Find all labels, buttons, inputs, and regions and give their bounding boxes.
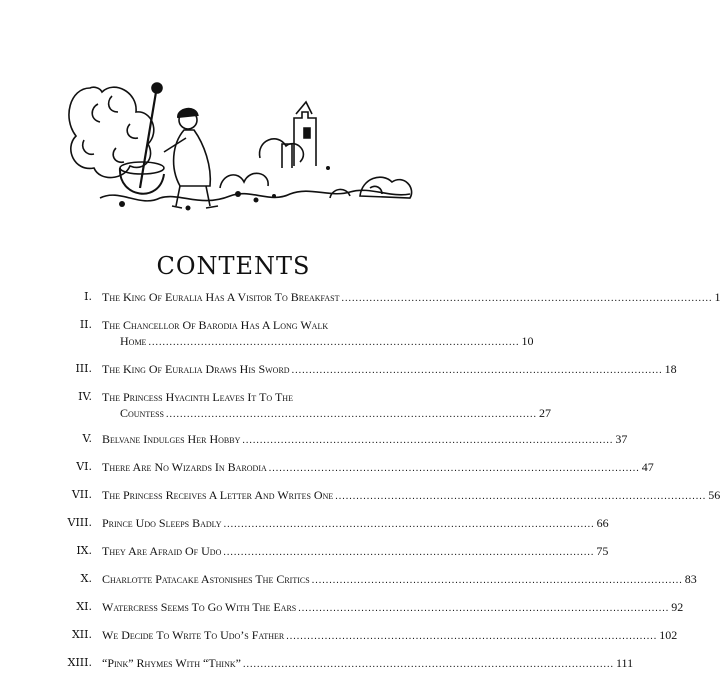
dot-leader: .......................................................................................................... xyxy=(335,491,707,502)
page-number: 66 xyxy=(596,516,609,530)
dot-leader: .......................................................................................................... xyxy=(341,293,713,304)
dot-leader: .......................................................................................................... xyxy=(148,337,520,348)
chapter-number: III. xyxy=(75,362,92,375)
dot-leader: .......................................................................................................... xyxy=(291,365,663,376)
page-number: 111 xyxy=(615,656,634,670)
chapter-title: There Are No Wizards In Barodia xyxy=(102,460,267,474)
chapter-number: IV. xyxy=(78,390,92,403)
chapter-title: The Chancellor Of Barodia Has A Long Walk xyxy=(102,318,329,332)
page-number: 102 xyxy=(659,628,678,642)
dot-leader: .......................................................................................................... xyxy=(268,463,640,474)
chapter-title: We Decide To Write To Udo’s Father xyxy=(102,628,285,642)
page-number: 56 xyxy=(708,488,721,502)
chapter-title-continued: Home xyxy=(120,334,147,348)
chapter-title: The Princess Receives A Letter And Writes One xyxy=(102,488,334,502)
chapter-title: The King Of Euralia Has A Visitor To Breakfast xyxy=(102,290,340,304)
chapter-title: Charlotte Patacake Astonishes The Critics xyxy=(102,572,310,586)
chapter-number: XI. xyxy=(76,600,92,613)
page-number: 1 xyxy=(714,290,721,304)
chapter-title: Watercress Seems To Go With The Ears xyxy=(102,600,297,614)
dot-leader: .......................................................................................................... xyxy=(298,603,670,614)
chapter-title: “Pink” Rhymes With “Think” xyxy=(102,656,241,670)
dot-leader: .......................................................................................................... xyxy=(223,519,595,530)
chapter-title: Belvane Indulges Her Hobby xyxy=(102,432,241,446)
chapter-title: They Are Afraid Of Udo xyxy=(102,544,222,558)
chapter-title: The Princess Hyacinth Leaves It To The xyxy=(102,390,293,404)
dot-leader: .......................................................................................................... xyxy=(223,547,595,558)
chapter-number: I. xyxy=(84,290,92,303)
chapter-number: XIII. xyxy=(67,656,92,669)
chapter-number: VIII. xyxy=(67,516,92,529)
chapter-title: Prince Udo Sleeps Badly xyxy=(102,516,222,530)
page-number: 83 xyxy=(684,572,697,586)
page-number: 27 xyxy=(539,406,552,420)
dot-leader: .......................................................................................................... xyxy=(166,409,538,420)
dot-leader: .......................................................................................................... xyxy=(286,631,658,642)
page-number: 75 xyxy=(596,544,609,558)
chapter-number: V. xyxy=(82,432,92,445)
chapter-number: IX. xyxy=(76,544,92,557)
chapter-number: VII. xyxy=(71,488,92,501)
chapter-number: VI. xyxy=(76,460,92,473)
fairy-tale-vignette-illustration xyxy=(60,48,418,220)
chapter-number: X. xyxy=(80,572,92,585)
chapter-number: XII. xyxy=(71,628,92,641)
dot-leader: .......................................................................................................... xyxy=(242,659,614,670)
dot-leader: .......................................................................................................... xyxy=(311,575,683,586)
chapter-number: II. xyxy=(79,318,92,331)
page-number: 47 xyxy=(641,460,654,474)
chapter-title-continued: Countess xyxy=(120,406,165,420)
page-number: 37 xyxy=(615,432,628,446)
page-number: 92 xyxy=(671,600,684,614)
dot-leader: .......................................................................................................... xyxy=(242,435,614,446)
page-number: 10 xyxy=(521,334,534,348)
page-title: CONTENTS xyxy=(156,252,311,280)
page-number: 18 xyxy=(664,362,677,376)
chapter-title: The King Of Euralia Draws His Sword xyxy=(102,362,290,376)
